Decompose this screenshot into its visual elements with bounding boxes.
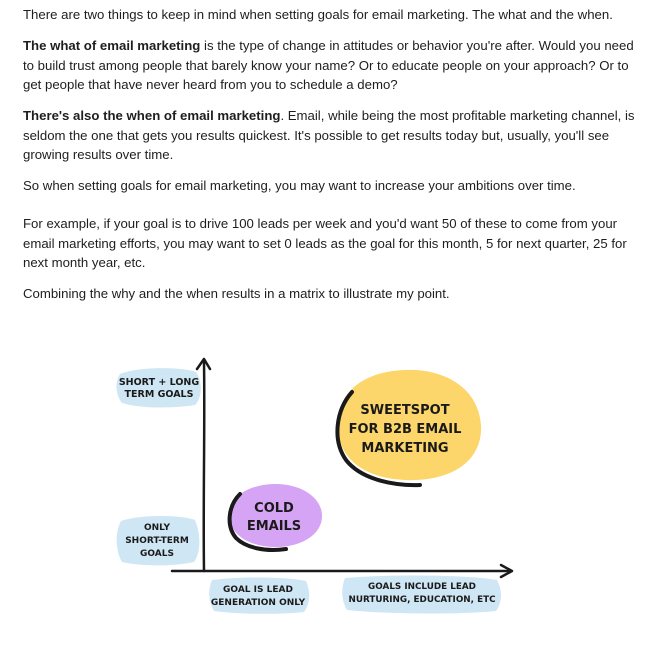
sweetspot-label-line1: SWEETSPOT <box>360 403 450 418</box>
x-left-label-line1: GOAL IS LEAD <box>223 585 293 595</box>
y-top-label-line2: TERM GOALS <box>124 389 194 400</box>
x-left-label-blob <box>209 577 309 613</box>
y-bottom-label-line2: SHORT-TERM <box>125 536 189 546</box>
y-top-label-line1: SHORT + LONG <box>118 377 200 388</box>
cold-emails-label-line1: COLD <box>254 501 294 516</box>
cold-emails-label-line2: EMAILS <box>246 519 302 534</box>
x-left-label-line2: GENERATION ONLY <box>210 598 306 608</box>
example-text: For example, if your goal is to drive 100 leads per week and you'd want 50 of these to come from your email marketing efforts, you may want to set 0 leads as the goal for this month, 5 for next quarter, 25 for next month year, etc. <box>23 216 627 270</box>
matrix-intro-text: Combining the why and the when results in a matrix to illustrate my point. <box>23 286 450 301</box>
sweetspot-label-line2: FOR B2B EMAIL <box>348 422 462 437</box>
y-bottom-label-line3: GOALS <box>140 549 174 559</box>
when-text: . Email, while being the most profitable marketing channel, is seldom the one that gets you results quickest. It's possible to get results today but, usually, you'll see growing results over time. <box>23 108 635 162</box>
what-heading: The what of email marketing <box>23 38 201 53</box>
y-axis-line <box>204 362 205 571</box>
x-right-label-line1: GOALS INCLUDE LEAD <box>368 582 476 592</box>
sweetspot-label-line3: MARKETING <box>361 441 449 456</box>
x-right-label-line2: NURTURING, EDUCATION, ETC <box>348 595 496 605</box>
ambition-text: So when setting goals for email marketing, you may want to increase your ambitions over time. <box>23 178 576 193</box>
intro-text: There are two things to keep in mind when setting goals for email marketing. The what and the when. <box>23 7 613 22</box>
when-heading: There's also the when of email marketing <box>23 108 281 123</box>
y-bottom-label-line1: ONLY <box>143 523 171 533</box>
x-axis-line <box>172 571 510 572</box>
what-text: is the type of change in attitudes or behavior you're after. Would you need to build trust among people that barely know your name? Or to educate people on your approach? Or to get people that have never heard from you to schedule a demo? <box>23 38 634 92</box>
